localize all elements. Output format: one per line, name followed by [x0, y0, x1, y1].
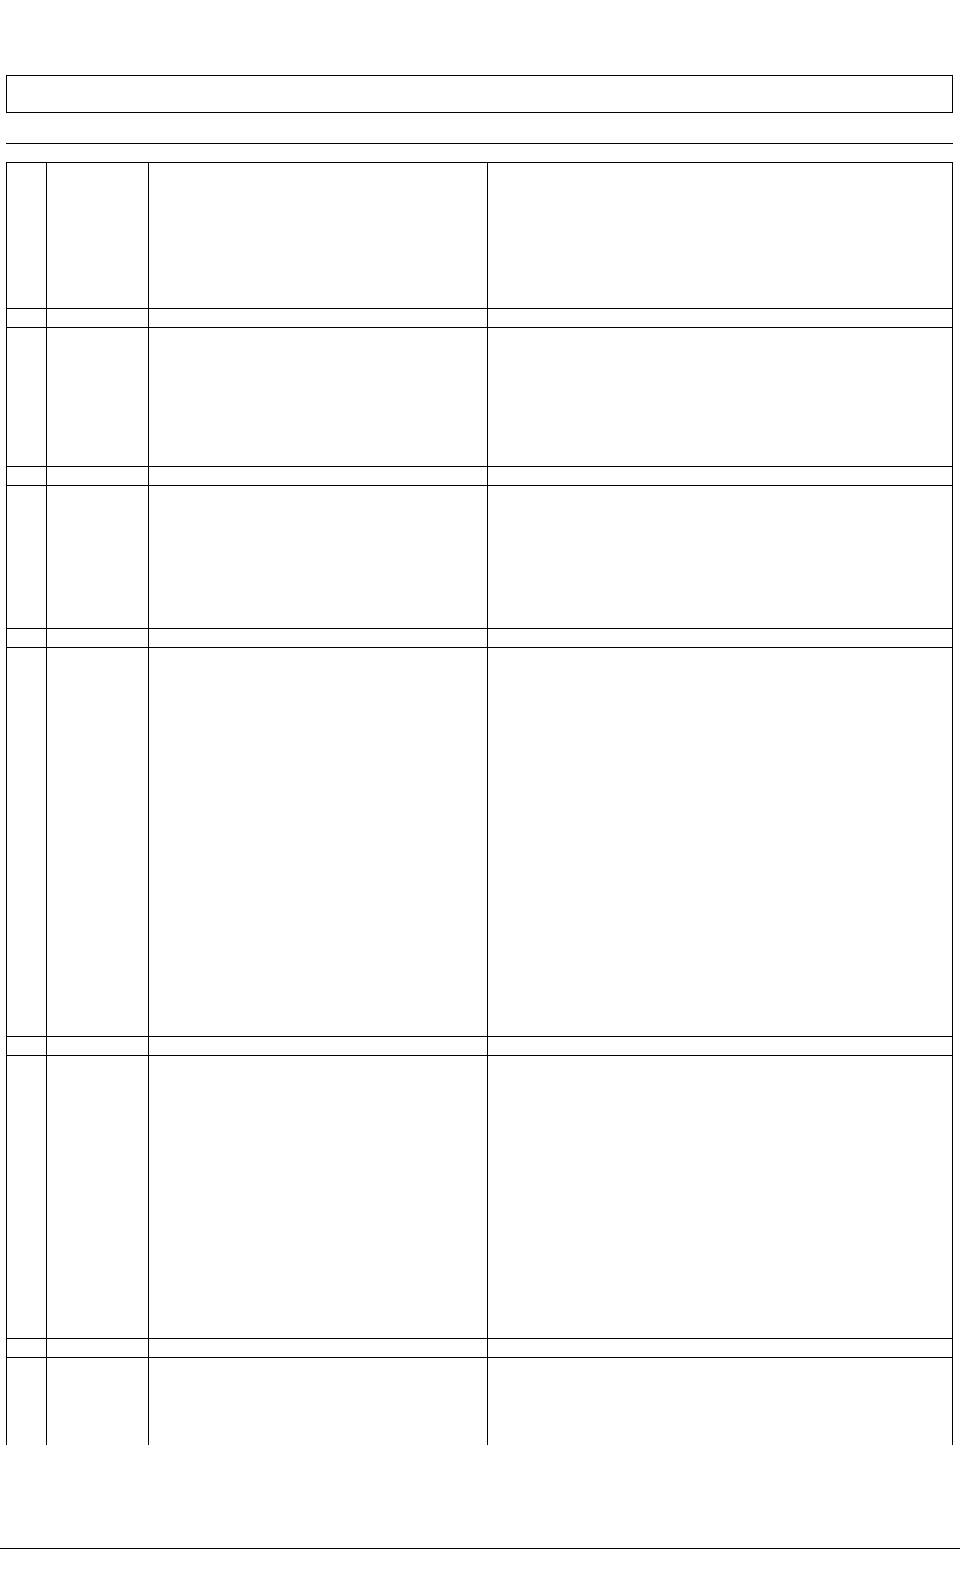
- column-line: [6, 162, 7, 1445]
- rule-line: [6, 1055, 953, 1056]
- rule-line: [6, 1036, 953, 1037]
- column-line: [952, 75, 953, 113]
- rule-line: [6, 327, 953, 328]
- column-line: [46, 162, 47, 1445]
- rule-line: [6, 647, 953, 648]
- column-line: [148, 162, 149, 1445]
- rule-line: [6, 628, 953, 629]
- rule-line: [6, 112, 953, 113]
- rule-line: [6, 1357, 953, 1358]
- column-line: [6, 75, 7, 113]
- rule-line: [6, 75, 953, 76]
- rule-line: [6, 466, 953, 467]
- column-line: [487, 162, 488, 1445]
- rule-line: [6, 485, 953, 486]
- rule-line: [6, 143, 953, 144]
- rule-line: [0, 1548, 960, 1549]
- rule-line: [6, 308, 953, 309]
- rule-line: [6, 1338, 953, 1339]
- column-line: [952, 162, 953, 1445]
